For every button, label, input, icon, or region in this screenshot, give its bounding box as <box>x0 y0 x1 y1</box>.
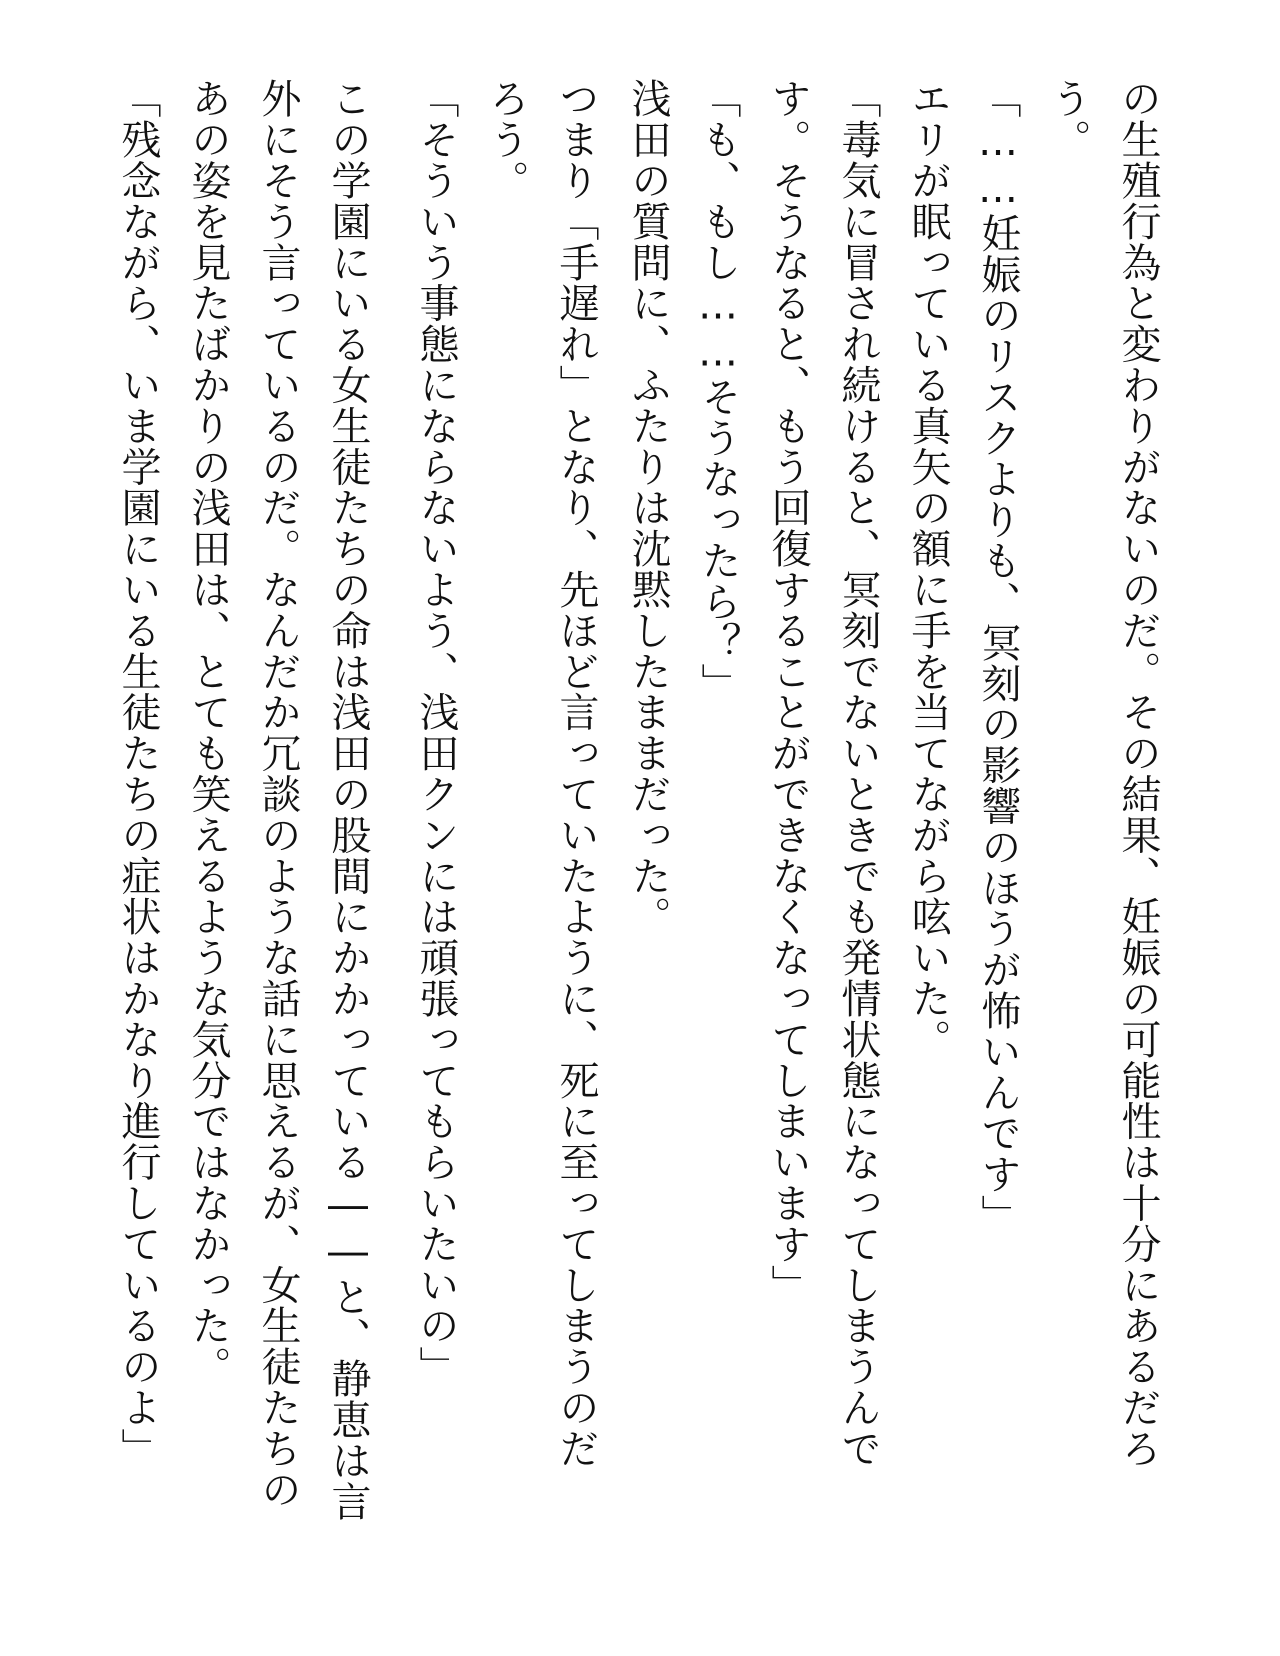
text-line-2: う。 <box>1045 78 1091 160</box>
text-line-13: 外にそう言っているのだ。なんだか冗談のような話に思えるが、女生徒たちの <box>255 78 301 1510</box>
text-line-12: この学園にいる女生徒たちの命は浅田の股間にかかっている――と、静恵は言 <box>325 78 371 1522</box>
text-line-11: 「そういう事態にならないよう、浅田クンには頑張ってもらいたいの」 <box>413 78 459 1387</box>
text-line-5: 「毒気に冒され続けると、冥刻でないときでも発情状態になってしまうんで <box>835 78 881 1469</box>
text-line-15: 「残念ながら、いま学園にいる生徒たちの症状はかなり進行しているのよ」 <box>115 78 161 1469</box>
text-line-9: つまり「手遅れ」となり、先ほど言っていたように、死に至ってしまうのだ <box>553 78 599 1469</box>
text-line-8: 浅田の質問に、ふたりは沈黙したままだった。 <box>625 78 671 937</box>
text-line-4: エリが眠っている真矢の額に手を当てながら呟いた。 <box>905 78 951 1060</box>
text-line-7: 「も、もし……そうなったら？」 <box>695 78 741 704</box>
text-line-14: あの姿を見たばかりの浅田は、とても笑えるような気分ではなかった。 <box>185 78 231 1387</box>
text-line-1: の生殖行為と変わりがないのだ。その結果、妊娠の可能性は十分にあるだろ <box>1115 78 1161 1469</box>
text-line-10: ろう。 <box>483 78 529 201</box>
text-line-3: 「……妊娠のリスクよりも、冥刻の影響のほうが怖いんです」 <box>975 78 1021 1236</box>
text-line-6: す。そうなると、もう回復することができなくなってしまいます」 <box>765 78 811 1305</box>
